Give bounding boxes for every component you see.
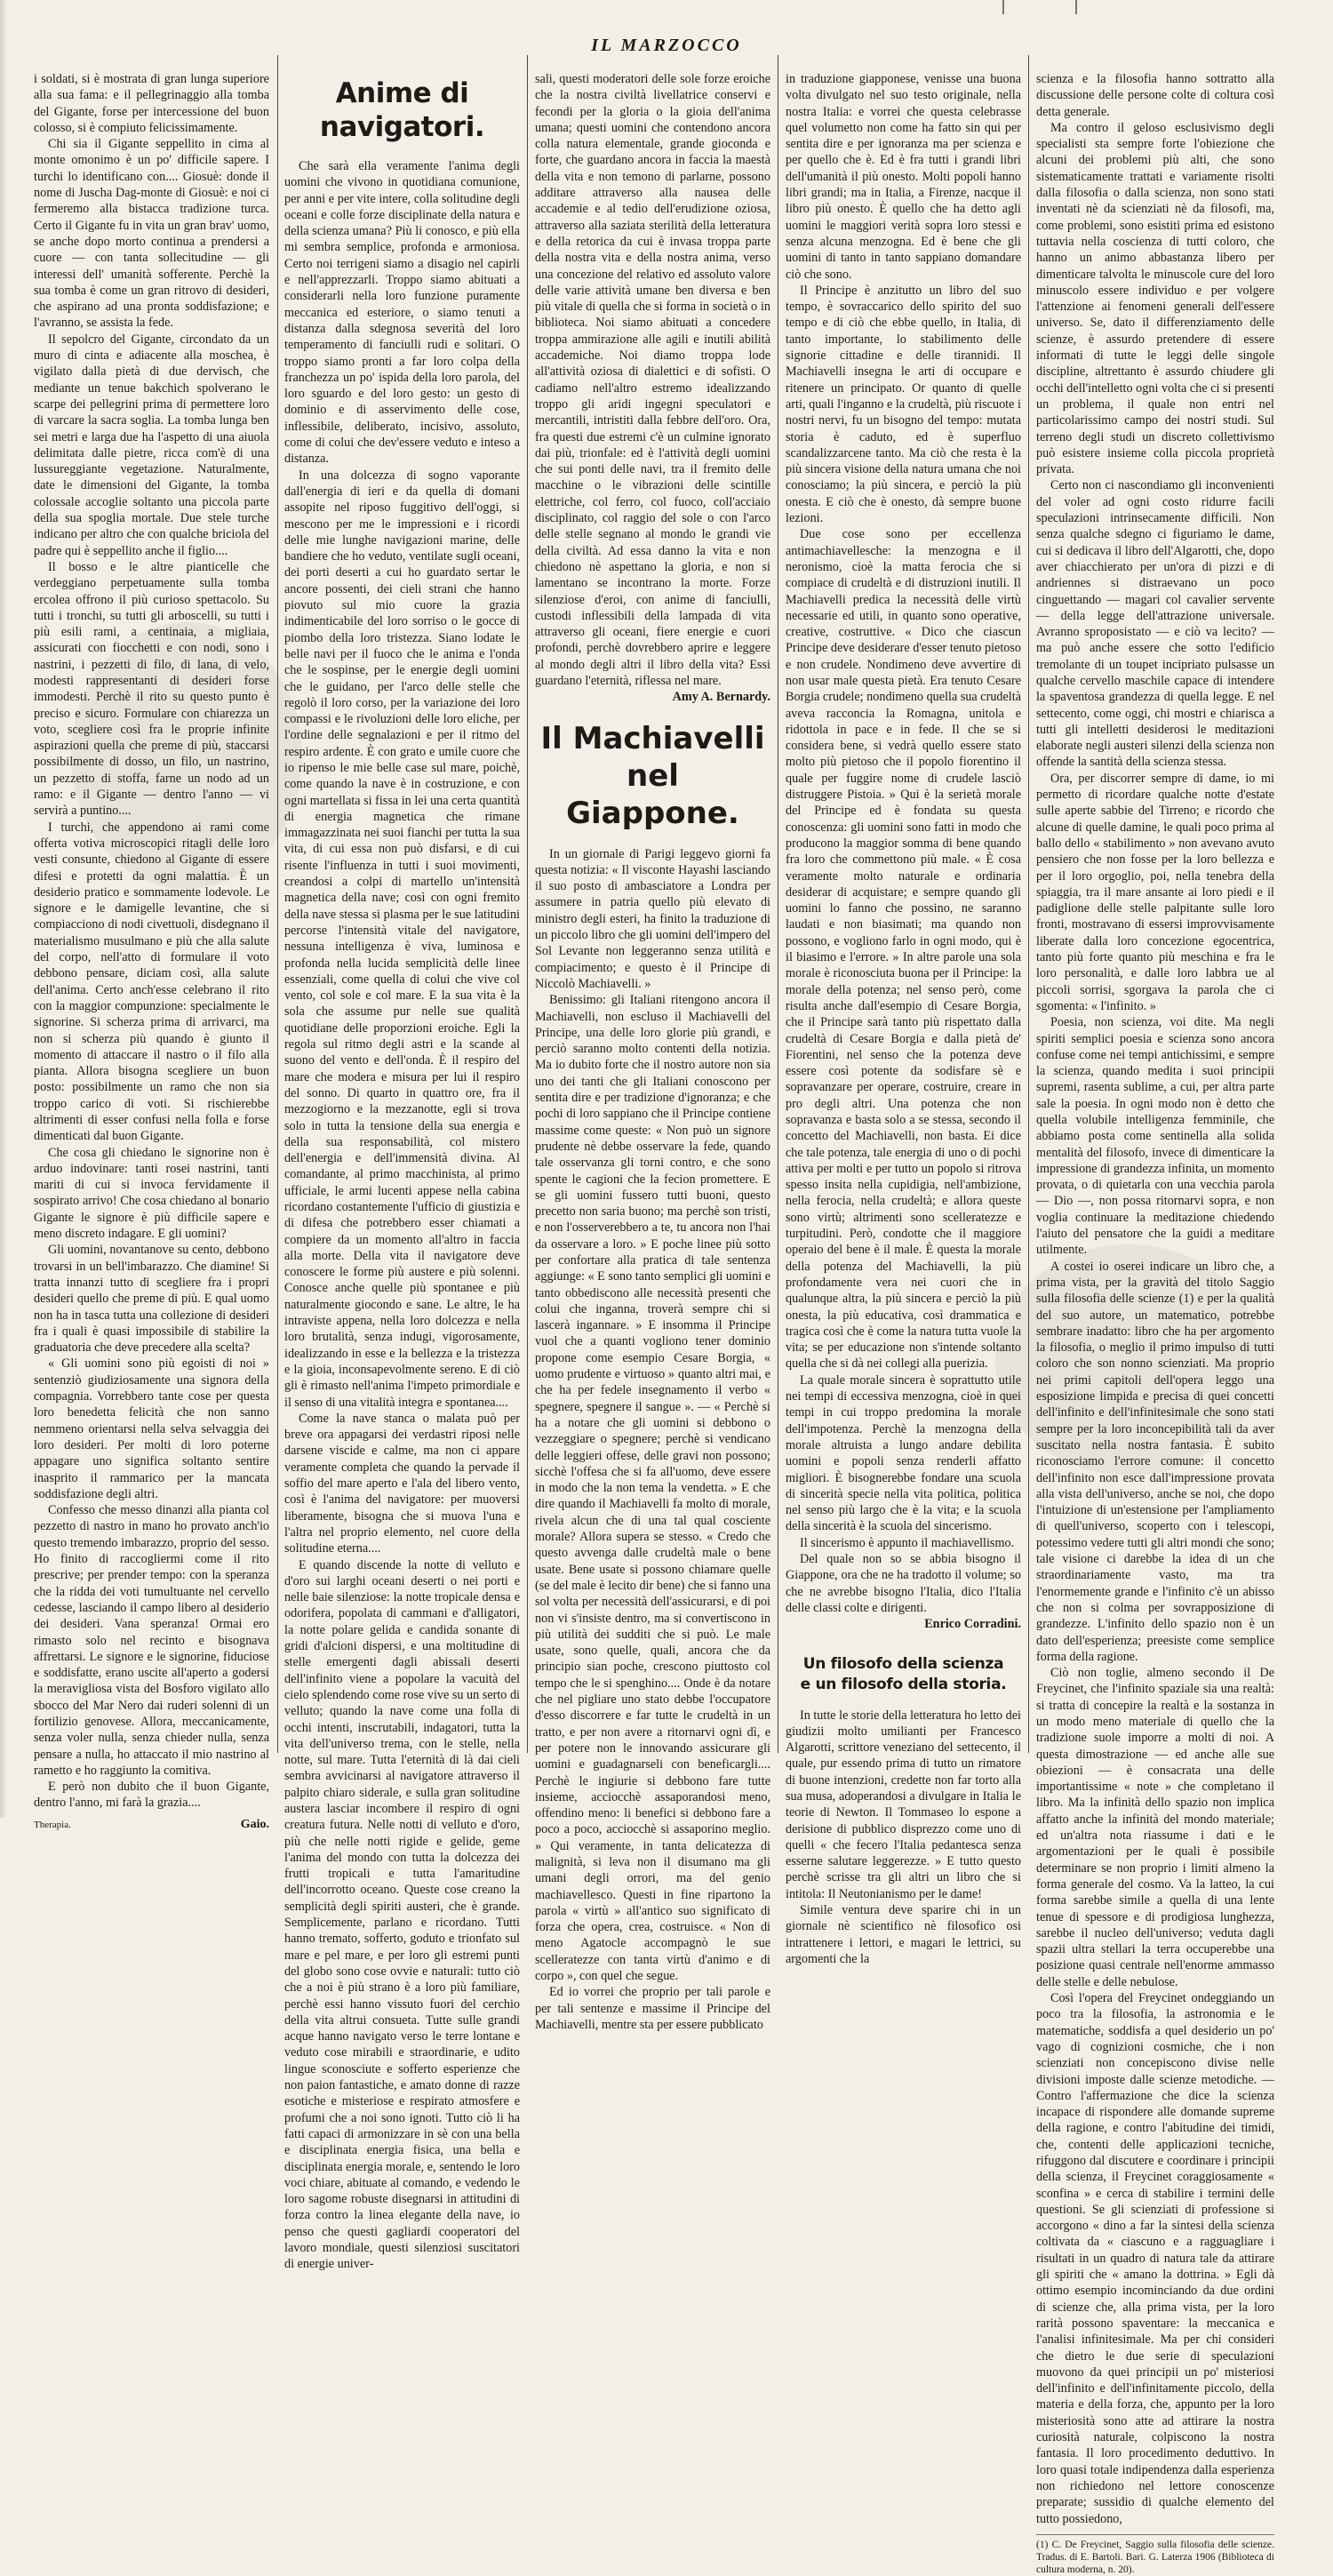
running-title: IL MARZOCCO xyxy=(591,36,742,55)
paragraph: E però non dubito che il buon Gigante, dentro l'anno, mi farà la grazia.... xyxy=(34,1780,269,1811)
column-2 xyxy=(284,71,520,2272)
article-footer xyxy=(34,1817,269,1833)
column-rule xyxy=(527,55,528,1753)
paragraph: Certo non ci nascondiamo gli inconvenienti del voler ad ogni costo ridurre facili speculazioni intrinsecamente difficili. Non senza qualche sdegno ci figuriamo le dame, cui si dedicava il libro dell'Algarotti, che, dopo aver chiacchierato per un'ora di pizzi e di andriennes si distraevano un poco cinguettando — magari col cavalier servente — della legge dell'attrazione universale. Avranno sproposistato — e ciò va lecito? — ma può anche essere che sotto l'edificio tremolante di un toupet incipriato pulsasse un qualche cervello maschile capace di intendere la spaventosa grandezza di quella legge. E nel settecento, come oggi, chi mostri e chiarisca a tutti gli intelletti desiderosi le meditazioni elaborate negli austeri silenzi della scienza non offende la santità della scienza stessa. xyxy=(1036,478,1274,770)
paragraph: In una dolcezza di sogno vaporante dall'energia di ieri e da quella di domani assopite nel riposo fuggitivo dell'oggi, si mescono per me le impressioni e i ricordi delle mie lunghe navigazioni marine, delle bandiere che ho veduto, ventilate sugli oceani, dei porti deserti a cui ho guardato sertar le ancore possenti, dei cieli strani che hanno piovuto sul mio cuore la grazia indimenticabile del loro sorriso o le gocce di piombo della loro tristezza. Siano lodate le belle navi per il fuoco che le anima e l'onda che le sospinse, per le energie degli uomini che le guidano, per l'arco delle stelle che regolò il loro corso, per la variazione dei loro compassi e le rivoluzioni delle loro eliche, per l'ordine delle segnalazioni e per il ritmo del respiro ardente. È con grato e umile cuore che io ripenso le mie belle case sul mare, poichè, come quando la nave è in costruzione, e con ogni martellata si fissa in lei una certa quantità di energia magnetica che rimane immagazzinata nei suoi fianchi per tutta la sua vita, di cui essa non può disfarsi, e di cui risente l'influenza in tutti i suoi movimenti, creandosi a colpi di martello un'intensità magnetica della nave; così con ogni fremito della nave stessa si plasma per le sue latitudini percorse l'intensità vitale del navigatore, nessuna intelligenza è viva, luminosa e profonda nella lucida semplicità delle linee essenziali, come quella di colui che vive col vento, col sole e col mare. E la sua vita è la sola che assume pur nelle sue qualità quotidiane delle proporzioni eroiche. Egli la regola sul ritmo degli astri e la scande al suono del vento e dell'onda. È il respiro del mare che modera e misura per lui il respiro del sonno. Di quarto in quattro ore, fra il mezzogiorno e la mezzanotte, egli si trova solo in tutta la tensione della sua energia e della sua responsabilità, col mistero dell'energia e dell'immensità divina. Al comandante, al primo macchinista, al primo ufficiale, le armi lucenti appese nella cabina ricordano costantemente l'ufficio di giustizia e di difesa che potrebbero esser chiamati a compiere da un momento all'altro in faccia alla morte. Della vita il navigatore deve conoscere le forme più austere e più solenni. Conosce anche quelle più spontanee e più naturalmente giocondo e sane. Le altre, le ha intraviste appena, nella loro dolcezza e nella loro brutalità, senza indugi, vigorosamente, idealizzando in esse e la bellezza e la tristezza e la gioia, inconsapevolmente sereno. E di ciò gli è rimasto nell'anima l'impeto primordiale e il senso di una vitalità integra e spontanea.... xyxy=(284,468,520,1410)
paragraph: Che sarà ella veramente l'anima degli uomini che vivono in quotidiana comunione, per anni e per vite intere, colla solitudine degli oceani e colle forze disciplinate della natura e della scienza umana? Più li conosco, e più ella mi sembra semplice, profonda e armoniosa. Certo noi terrigeni siamo a disagio nel capirli e nell'apprezzarli. Troppo siamo abituati a considerarli nella loro funzione puramente meccanica ed esteriore, o siamo tenuti a distanza dalla sdegnosa severità del loro temperamento di fanciulli rudi e solitari. O troppo siamo pronti a far loro colpa della franchezza un po' ispida della loro parola, del loro sguardo e del loro gesto: un gesto di dominio e di asservimento delle cose, inflessibile, deliberato, incisivo, assoluto, come di colui che dev'essere veduto e inteso a distanza. xyxy=(284,159,520,467)
paragraph: Il sepolcro del Gigante, circondato da un muro di cinta e adiacente alla moschea, è vigilato dalla pietà di due dervisch, che mediante un tenue bakchich spolverano le scarpe dei pellegrini prima di permettere loro di varcare la sacra soglia. La tomba lunga ben sei metri e larga due ha l'aspetto di una aiuola delimitata dalle pietre, ricca com'è di una lussureggiante vegetazione. Naturalmente, date le dimensioni del Gigante, la tomba colossale accoglie soltanto una piccola parte della sua spoglia mortale. Due stele turche indicano per altro che con qualche briciola del padre qui è seppellito anche il figlio.... xyxy=(34,332,269,558)
paragraph: A costei io oserei indicare un libro che, a prima vista, per la gravità del titolo Saggio sulla filosofia delle scienze (1) e per la qualità del suo autore, un matematico, potrebbe sembrare inadatto: libro che ha per argomento la filosofia, o meglio il primo impulso di tutti coloro che son nonno scienziati. Ma proprio nei primi capitoli dell'opera leggo una esposizione limpida e precisa di quei concetti dell'infinito e dell'infinitesimale che sono stati sempre per la loro inconcepibilità tali da aver suscitato nella nostra fantasia. È subito riconosciamo l'errore comune: il concetto dell'infinito non esce dall'impressione provata alla vista dell'universo, anche se noi, che dopo l'intuizione di un'estensione per l'ampliamento di quell'universo, scoperto con i telescopi, potessimo vedere tutti gli altri mondi che sono; tale visione ci darebbe la idea di un che straordinariamente vasto, ma tra l'enormemente grande e l'infinito c'è un abisso che non si colma per sovrapposizione di grandezze. L'infinito dello spazio non è un dato dell'esperienza; preesiste come semplice forma della ragione. xyxy=(1036,1259,1274,1664)
paragraph: Ciò non toglie, almeno secondo il De Freycinet, che l'infinito spaziale sia una realtà: si tratta di concepire la realtà e la sostanza in un modo meno materiale di quello che la tradizione suole imporre a molti di noi. A questa dimostrazione — ed anche alle sue obiezioni — è consacrata una delle importantissime « note » che completano il libro. Ma la infinità dello spazio non implica affatto anche la infinità del mondo materiale; ed un'altra nota riassume i dati e le argomentazioni per le quali è possibile determinare se non proprio i limiti almeno la forma generale del cosmo. Va la latteo, la cui forma sarebbe simile a quella di una lente tenue di spessore e di prodigiosa lunghezza, sarebbe il nucleo dell'universo; veduta dagli spazii ultra stellari la terra occuperebbe una posizione quasi centrale nell'enorme ammasso delle stelle e delle nebulose. xyxy=(1036,1666,1274,1989)
paragraph: Del quale non so se abbia bisogno il Giappone, ora che ne ha tradotto il volume; so che ne avrebbe bisogno l'Italia, dico l'Italia delle classi colte e dirigenti. xyxy=(786,1552,1021,1615)
column-5 xyxy=(1036,71,1274,2575)
author-signature: Enrico Corradini. xyxy=(924,1617,1021,1632)
paragraph: I turchi, che appendono ai rami come offerta votiva microscopici ritagli delle loro vesti consunte, chiedono al Gigante di essere difesi e protetti da ogni malattia. È un desiderio pratico e sommamente lodevole. Le signore e le damigelle levantine, che si compiacciono di nodi civettuoli, disdegnano il materialismo musulmano e più che alla salute del corpo, nell'atto di formulare il voto debbono pensare, diciam così, alla salute dell'anima. Certo anch'esse celebrano il rito con la maggior compunzione: specialmente le signorine. Si scherza prima di arrivarci, ma non si scherza più quando è giunto il momento di attaccare il nastro o il filo alla pianta. Allora bisogna scegliere un buon posto: possibilmente un ramo che non sia troppo carico di voti. Si rischierebbe altrimenti di esser confusi nella folla e forse dimenticati dal buon Gigante. xyxy=(34,820,269,1144)
paragraph: i soldati, si è mostrata di gran lunga superiore alla sua fama: e il pellegrinaggio alla tomba del Gigante, forse per intercessione del buon colosso, si è compiuto felicissimamente. xyxy=(34,72,269,135)
paragraph: Ora, per discorrer sempre di dame, io mi permetto di ricordare qualche notte d'estate sulle aperte sabbie del Tirreno; e ricordo che alcune di quelle damine, le quali poco prima al ballo dello « stabilimento » non avevano avuto pensiero che non fosse per la loro bellezza e per il loro orgoglio, poi, nella tenebra della spiaggia, tra il mare ansante ai loro piedi e il padiglione delle stelle palpitante sulle loro fronti, mostravano di essersi improvvisamente liberate dalla loro concezione egocentrica, tanto più forte quanto più meschina e fra le loro personalità, e dalle loro labbra ue al piccoli sorrisi, sgorgava la parola che ci sgomenta: « l'infinito. » xyxy=(1036,771,1274,1013)
column-rule xyxy=(277,55,278,1753)
author-signature: Gaio. xyxy=(240,1817,269,1831)
paragraph: in traduzione giapponese, venisse una buona volta divulgato nel suo testo originale, nella nostra Italia: e vorrei che questa celebrasse quel volumetto non come ha fatto sin qui per sentita dire e per ignoranza ma per scienza e per quello che è. Ed è fra tutti i grandi libri dell'umanità il più onesto. Molti popoli hanno libri grandi; ma in Italia, a Firenze, nacque il libro più onesto. È quello che ha detto agli uomini le maggiori verità sopra loro stessi e senza alcuna menzogna. Ed è bene che gli uomini di tanto in tanto sappiano domandare ciò che sono. xyxy=(786,72,1021,282)
paragraph: In un giornale di Parigi leggevo giorni fa questa notizia: « Il visconte Hayashi lasciando il suo posto di ambasciatore a Londra per assumere in patria quello più elevato di ministro degli esteri, ha finito la traduzione di un piccolo libro che gli uomini dell'impero del Sol Levante non leggeranno senza utilità e compiacimento; e questo è il Principe di Niccolò Machiavelli. » xyxy=(535,846,770,991)
paragraph: Il Principe è anzitutto un libro del suo tempo, è sovraccarico dello spirito del suo tempo e di ciò che ebbe quello, in Italia, di tanto importante, lo stabilimento delle signorie cittadine e delle tirannidi. Il Machiavelli insegna le arti di occupare e ritenere un principato. Or quanto di quelle arti, quali l'inganno e la crudeltà, più riscuote i nostri nervi, fu un bisogno del tempo: mutata storia è caduto, ed è superfluo scandalizzarcene tanto. Ma ciò che resta è la più sincera visione della natura umana che noi conosciamo; la più sincera, e perciò la più onesta. E ciò che è onesto, dà sempre buone lezioni. xyxy=(786,283,1021,526)
paragraph: Il bosso e le altre pianticelle che verdeggiano perpetuamente sulla tomba ercolea offrono il più curioso spettacolo. Su tutti i tronchi, su tutti gli arboscelli, su tutti i più esili rami, a centinaia, a migliaia, assicurati con fiocchetti e con nodi, sono i nastrini, i pezzetti di filo, di lana, di velo, modesti rappresentanti di desideri forse immodesti. Perchè il rito su questo punto è preciso e sicuro. Formulare con chiarezza un voto, scegliere così fra le proprie infinite aspirazioni quella che preme di più, staccarsi possibilmente di dosso, un filo, un nastrino, un pezzetto di stoffa, farne un nodo ad un ramo: e il Gigante — dentro l'anno — vi servirà a puntino.... xyxy=(34,559,269,819)
paragraph: Chi sia il Gigante seppellito in cima al monte omonimo è un po' difficile sapere. I turchi lo identificano con.... Giosuè: donde il nome di Juscha Dag-monte di Giosuè: e noi ci fermeremo alla bistacca tradizione turca. Certo il Gigante fu in vita un gran brav' uomo, se anche dopo morto continua a prendersi a cuore — con tanta sollecitudine — gli interessi dell' umanità sofferente. Perchè la sua tomba è come un gran ritrovo di desideri, che aspirano ad una pronta soddisfazione; e l'avranno, se assista la fede. xyxy=(34,137,269,331)
column-1 xyxy=(34,71,269,1831)
paragraph: Ed io vorrei che proprio per tali parole e per tali sentenze e massime il Principe del Machiavelli, mentre sta per essere pubblicato xyxy=(535,1985,770,2032)
paragraph: Benissimo: gli Italiani ritengono ancora il Machiavelli, non escluso il Machiavelli del Principe, una delle loro glorie più grandi, e perciò saranno molto contenti della notizia. Ma io dubito forte che il nostro autore non sia uno dei tanti che gli Italiani conoscono per sentita dire e per tradizione d'ignoranza; e che pochi di loro sappiano che il Principe contiene massime come queste: « Non può un signore prudente nè debbe osservare la fede, quando tale osservanza gli torni contro, e che sono spente le cagioni che la fecion promettere. E se gli uomini fussero tutti buoni, questo precetto non saria buono; ma perchè son tristi, e non l'osserverebbero a te, tu ancora non l'hai da osservare a loro. » E poche linee più sotto per confortare alla pratica di tale sentenza aggiunge: « E sono tanto semplici gli uomini e tanto obbediscono alle necessità presenti che colui che inganna, troverà sempre chi si lascerà ingannare. » E insomma il Principe vuol che a quanti vogliono tener dominio propone come esempio Cesare Borgia, « uomo prudente e virtuoso » quanto altri mai, e che ha per fedele insegnamento il verbo « spegnere, spegnere il sangue ». — « Perchè si ha a notare che gli uomini si debbono o vezzeggiare o spegnere; perchè si vendicano delle leggieri offese, delle gravi non possono; sicchè l'offesa che si fa all'uomo, deve essere in modo che la non tema la vendetta. » E che dire quando il Machiavelli fa molto di morale, rivela alcun che di una tal qual cosciente morale? Allora supera se stesso. « Credo che questo avvenga dalle crudeltà male o bene usate. Bene usate si possono chiamare quelle (se del male è lecito dir bene) che si fanno una sol volta per necessità dell'assicurarsi, e di poi non vi s'insiste dentro, ma si convertiscono in più utilità dei sudditi che si può. Le male usate, sono quelle, quali, ancora che da principio sian poche, crescono piuttosto col tempo che le si spenghino.... Onde è da notare che nel pigliare uno stato debbe l'occupatore d'esso discorrere e far tutte le crudeltà in un tratto, e per non avere a ritornarvi ogni dì, e per potere non le innovando assicurare gli uomini e guadagnarseli con beneficargli.... Perchè le ingiurie si debbono fare tutte insieme, acciocchè assaporandosi meno, offendino meno: li benefici si debbono fare a poco a poco, acciocchè si assaporino meglio. » Qui veramente, in tanta delicatezza di malignità, si leva non il disumano ma gli umani degli orrori, ma del genio machiavellesco. Questi in fine ripartono la parola « virtù » all'antico suo significato di forza che opera, crea, costruisce. « Non di meno Agatocle accompagnò le sue scelleratezze con tanta virtù d'animo e di corpo », con quel che segue. xyxy=(535,993,770,1984)
footnote: (1) C. De Freycinet, Saggio sulla filosofia delle scienze. Tradus. di E. Bartoli. Bari. G. Laterza 1906 (Biblioteca di cultura moderna, n. 20). xyxy=(1036,2534,1274,2576)
column-4 xyxy=(786,71,1021,1966)
column-3 xyxy=(535,71,770,2032)
crop-mark xyxy=(1075,0,1077,14)
place-line: Therapia. xyxy=(34,1819,71,1830)
article-title xyxy=(786,1654,1021,1695)
title-line: Il Machiavelli xyxy=(540,720,765,756)
paragraph: Gli uomini, novantanove su cento, debbono trovarsi in un bell'imbarazzo. Che diamine! Si tratta innanzi tutto di scegliere fra i propri desideri quello che preme di più. E qual uomo non ha in tasca tutta una collezione di desideri fra i quali è quasi impossibile di stabilire la graduatoria che deve precedere alla scelta? xyxy=(34,1243,269,1356)
paragraph: Due cose sono per eccellenza antimachiavellesche: la menzogna e il neronismo, cioè la matta ferocia che si compiace di crudeltà e di distruzioni inutili. Il Machiavelli predica la necessità delle virtù necessarie ed utili, in quanto sono operative, creative, costruttive. « Dico che ciascun Principe deve desiderare d'esser tenuto pietoso e non crudele. Nondimeno deve avvertire di non usar male questa pietà. Era tenuto Cesare Borgia crudele; nondimeno quella sua crudeltà aveva racconcia la Romagna, unitola e ridottola in pace e in fede. Il che se si considera bene, si vedrà quello essere stato molto più pietoso che il popolo fiorentino il quale per fuggire nome di crudele lasciò distruggere Pistoia. » Qui è la serietà morale del Principe ed è fondata su questa conoscenza: gli uomini sono fatti in modo che producono la maggior somma di bene quando fra loro che commettono più male. « È cosa veramente molto naturale e ordinaria desiderar di acquistare; e sempre quando gli uomini lo fanno che possino, ne saranno laudati e non biasimati; ma quando non possono, e vogliono farlo in ogni modo, qui è il biasimo e l'errore. » In altre parole una sola morale è riconosciuta buona per il Principe: la morale della potenza; nel senso però, come risulta anche dall'esempio di Cesare Borgia, che il Principe sarà tanto più rispettato dalla crudeltà di Cesare Borgia e dalla pietà de' Fiorentini, nel senso che la potenza deve essere così potente da sodisfare sè e sopravanzare per operare, costruire, creare in pro degli altri. Una potenza che non sopravanza e basta solo a se stessa, secondo il concetto del Machiavelli, non basta. Ei dice che tale potenza, tale energia di uno o di pochi attiva per molti e per tutto un popolo si ritrova spesso insita nella cupidigia, nell'ambizione, nella ferocia, nella crudeltà; e allora queste sono virtù; altrimenti sono scelleratezze e turpitudini. Però, condotte che il maggiore operaio del bene è il male. È questa la morale della potenza del Machiavelli, la più profondamente vera nei cuori che in qualunque altra, la più sincera e perciò la più onesta, la più educativa, così drammatica e tragica così che è come la natura tutta vuole la vita; se per educazione non s'intende soltanto quella che si dà nei collegi alla puerizia. xyxy=(786,527,1021,1372)
crop-mark xyxy=(1002,0,1004,14)
paragraph: Così l'opera del Freycinet ondeggiando un poco tra la filosofia, la astronomia e le matematiche, soddisfa a quel desiderio un po' vago di cognizioni cosmiche, che i non scienziati non concepiscono divise nelle divisioni imposte dalle scienze metodiche. — Contro l'affermazione che dice la scienza incapace di rispondere alle domande supreme della ragione, e contro l'abitudine dei timidi, che, contenti delle applicazioni tecniche, rifuggono dal discutere e coordinare i principii della scienza, il Freycinet coraggiosamente « sconfina » e cerca di stabilire i termini delle questioni. Se gli scienziati di professione si accorgono « dino a far la sintesi della scienza coltivata da « ciascuno e a ragguagliare i risultati in un quadro di natura tale da attirare gli spiriti che « amano la dottrina. » Egli dà ottimo esempio incominciando da due ordini di scienze che, alla prima vista, per la loro rarità possono spaventare: la meccanica e l'analisi infinitesimale. Ma per chi consideri che dietro le due serie di speculazioni muovono da quei principii un po' misteriosi dell'infinito e dell'infinitamente piccolo, della materia e della forza, che, appunto per la loro misteriosità sono atte ad attirare la nostra curiosità naturale, colpiscono la nostra fantasia. Il loro procedimento deduttivo. In loro quasi totale indipendenza dalla esperienza non richiedono nel lettore conoscenze preparate; sussidio di qualche elemento del tutto possiedono, xyxy=(1036,1991,1274,2526)
paragraph: scienza e la filosofia hanno sottratto alla discussione delle persone colte di coltura così detta generale. xyxy=(1036,72,1274,119)
paragraph: « Gli uomini sono più egoisti di noi » sentenziò giudiziosamente una signora della compagnia. Vorrebbero tante cose per questa loro benedetta felicità che non sanno nemmeno orientarsi nella selva selvaggia dei loro desideri. Per molti di loro poterne appagare uno significa soltanto sentire inasprito il rammarico per la mancata soddisfazione degli altri. xyxy=(34,1356,269,1501)
paragraph: Confesso che messo dinanzi alla pianta col pezzetto di nastro in mano ho provato anch'io questo tremendo imbarazzo, proprio del sesso. Ho finito di raccogliermi come il rito prescrive; per prender tempo: con la speranza che la ridda dei voti tumultuante nel cervello cedesse, lasciando il campo libero al desiderio dei desideri. Vana speranza! Ormai ero rimasto solo nel recinto e bisognava affrettarsi. Le signore e le signorine, fiduciose e soddisfatte, erano uscite all'aperto a godersi la meravigliosa vista del Bosforo vigilato allo sbocco del Mar Nero dai ruderi solenni di un fortilizio genovese. Allora, meccanicamente, senza voler nulla, senza chieder nulla, senza pensare a nulla, ho attaccato il mio nastrino al rametto e ho raggiunto la comitiva. xyxy=(34,1503,269,1778)
paragraph: Che cosa gli chiedano le signorine non è arduo indovinare: tanti rosei nastrini, tanti mariti di cui si invoca fervidamente il sospirato arrivo! Che cosa chiedano al bonario Gigante le signore è più difficile sapere e meno discreto indagare. E gli uomini? xyxy=(34,1145,269,1242)
title-line: Un filosofo della scienza xyxy=(802,1654,1004,1673)
author-signature: Amy A. Bernardy. xyxy=(672,690,770,705)
article-title xyxy=(535,720,770,832)
paragraph: In tutte le storie della letteratura ho letto dei giudizii molto umilianti per Francesco Algarotti, scrittore veneziano del settecento, il quale, pur essendo prima di tutto un rimatore di buone intenzioni, credette non far torto alla sua musa, adoperandosi a divulgare in Italia le teorie di Newton. Il Tommaseo lo espone a derisione di pubblico disprezzo come uno di quelli « che fecero l'Italia pedantesca senza esserne salutare leggerezze. » E tutto questo perchè scrisse tra gli altri un libro che si intitola: Il Neutonianismo per le dame! xyxy=(786,1708,1021,1901)
paragraph: sali, questi moderatori delle sole forze eroiche che la nostra civiltà livellatrice conservi e fecondi per la gloria o la gioia dell'anima umana; questi uomini che contendono ancora colla natura elementale, grande gioconda e forte, che guardano ancora in faccia la maestà della vita e non temono di parlarne, possono additare attraverso alla nausea delle accademie e al tedio dell'erudizione oziosa, attraverso alla saziata sterilità della letteratura e della retorica da cui è invasa troppa parte della nostra vita e della nostra anima, verso una concezione del relativo ed assoluto valore delle varie attività umane ben diversa e ben più vitale di quella che si forma in società o in biblioteca. Noi siamo abituati a concedere troppa ammirazione alle agili e inutili abilità accademiche. Noi diamo troppa lode all'attività oziosa di dialettici e di sofisti. O cadiamo nell'altro estremo idealizzando troppo gli aridi ingegni speculatori e mercantili, intristiti dalla febbre dell'oro. Ora, fra questi due estremi c'è un culmine ignorato dai più, trionfale: ed è l'attività degli uomini che sui ponti delle navi, tra il fremito delle macchine o le vibrazioni delle scintille elettriche, col ferro, col fuoco, coll'acciaio disciplinato, col raggio del sole o con l'arco delle stelle segnano al mondo le grandi vie della civiltà. Ad essa danno la vita e non chiedono nè aspettano la gloria, e non si lamentano se incontrano la morte. Forze silenziose d'eroi, con anime di fanciulli, custodi inflessibili della lampada di vita attraverso gli oceani, fiere energie e cuori profondi, perchè dovrebbero aprire e leggere al mondo degli altri il libro della vita? Essi guardano l'eternità, riflessa nel mare. xyxy=(535,72,770,688)
column-rule xyxy=(1028,55,1029,1753)
title-line: nel Giappone. xyxy=(566,757,739,831)
paragraph: Poesia, non scienza, voi dite. Ma negli spiriti semplici poesia e scienza sono ancora confuse come nei tempi antichissimi, e sempre la scienza, quando medita i suoi principii supremi, rasenta sublime, a cui, per altra parte sale la poesia. In ogni modo non è detto che quella volubile intelligenza femminile, che abbiamo posta come sentinella alla solida mentalità del filosofo, invece di dimenticare la impressione di grandezza infinita, un momento provata, o di quietarla con una vecchia parola — Dio —, non possa ritornarvi sopra, e non voglia continuare la meditazione chiedendo l'aiuto del pensatore che la guidi a meditare utilmente. xyxy=(1036,1015,1274,1258)
page-spine-shadow xyxy=(0,0,7,1818)
article-title: Anime di navigatori. xyxy=(319,77,485,143)
paragraph: La quale morale sincera è soprattutto utile nei tempi di eccessiva menzogna, cioè in quei tempi in cui troppo predomina la morale dell'impotenza. Perchè la menzogna della morale altruista a lungo andare debilita uomini e popoli senza renderli affatto migliori. È bisognerebbe fondare una scuola di sincerità specie nella vita politica, politica nel senso più largo che è la vita; e la scuola della sincerità è la scuola del sincerismo. xyxy=(786,1372,1021,1534)
paragraph: Simile ventura deve sparire chi in un giornale nè scientifico nè filosofico osi intrattenere i lettori, e magari le lettrici, su argomenti che la xyxy=(786,1903,1021,1966)
title-line: e un filosofo della storia. xyxy=(800,1675,1007,1693)
paragraph: Il sincerismo è appunto il machiavellismo. xyxy=(800,1535,1015,1550)
paragraph: Ma contro il geloso esclusivismo degli specialisti sta sempre forte l'obiezione che alcuni dei problemi più alti, che sono sistematicamente trattati e variamente risolti dalla filosofia o dalla scienza, non sono stati inventati nè da scienziati nè da filosofi, ma, come problemi, sono esistiti prima ed esistono tuttavia nella coscienza di tutti coloro, che hanno un animo abbastanza libero per dimenticare talvolta le minuscole cure del loro minuscolo essere individuo e per volgere l'attenzione ai fenomeni generali dell'essere universo. Se, dato il differenziamento delle scienze, è assurdo pretendere di essere informati di tutte le leggi delle singole discipline, altrettanto è assurdo chiudere gli occhi dell'intelletto ogni volta che ci si presenti un problema, il quale non entri nel particolarissimo campo dei nostri studi. Sul terreno degli studi un discreto collettivismo può esistere insieme colla piccola proprietà privata. xyxy=(1036,120,1274,477)
paragraph: E quando discende la notte di velluto e d'oro sui larghi oceani deserti o nei porti e nelle baie silenziose: la notte tropicale densa e odorifera, popolata di cammani e d'alligatori, la notte polare gelida e candida sonante di gridi d'alcioni dispersi, e una moltitudine di stelle emergenti dagli abissali deserti dell'infinito viene a popolare la vacuità del cielo splendendo come rose vive su un serto di velluto; quando la nave come una folla di occhi intenti, inscrutabili, indagatori, tutta la vita dell'universo trema, con le stelle, nella notte, sul mare. Tutta l'eternità di là dai cieli sembra avvicinarsi al navigatore attraverso il palpito chiaro siderale, e sulla gran solitudine austera lasciar incombere il respiro di ogni creatura futura. Nelle notti di velluto e d'oro, più che nelle notti rigide e gelide, geme l'anima del mondo con tutta la dolcezza dei frutti tropicali e tutta l'amaritudine dell'incorrotto oceano. Queste cose creano la semplicità degli spiriti austeri, che è grande. Semplicemente, parlano e ricordano. Tutti hanno tremato, sofferto, goduto e trionfato sul mare e pel mare, e per loro gli estremi punti del globo sono cose ovvie e naturali: tutto ciò che a noi è più strano è a loro più familiare, perchè essi hanno vissuto fuori del cerchio della vita altrui consueta. Tutte sulle grandi acque hanno navigato verso le terre lontane e veduto cose mirabili e straordinarie, e udito lingue sconosciute e sofferto esperienze che non paion fantastiche, e amato donne di razze esotiche e misteriose e respirato atmosfere e profumi che a noi sono ignoti. Tutto ciò li ha fatti capaci di armonizzare in sè con una bella e disciplinata energia fisica, una bella e disciplinata energia morale, e, sentendo le loro voci chiare, abituate al comando, e vedendo le loro sagome robuste disegnarsi in attitudini di forza contro la linea elegante della nave, io penso che questi gagliardi cooperatori del lavoro mondiale, questi silenziosi suscitatori di energie univer- xyxy=(284,1557,520,2272)
paragraph: Come la nave stanca o malata può per breve ora appagarsi dei verdastri riposi nelle darsene viscide e calme, ma non ci appare veramente completa che quando la pervade il soffio del mare aperto e l'ala del libero vento, così è l'anima del navigatore: per muoversi liberamente, bisogna che si muova l'una e l'altra nel proprio elemento, nel cuore della solitudine eterna.... xyxy=(284,1411,520,1556)
